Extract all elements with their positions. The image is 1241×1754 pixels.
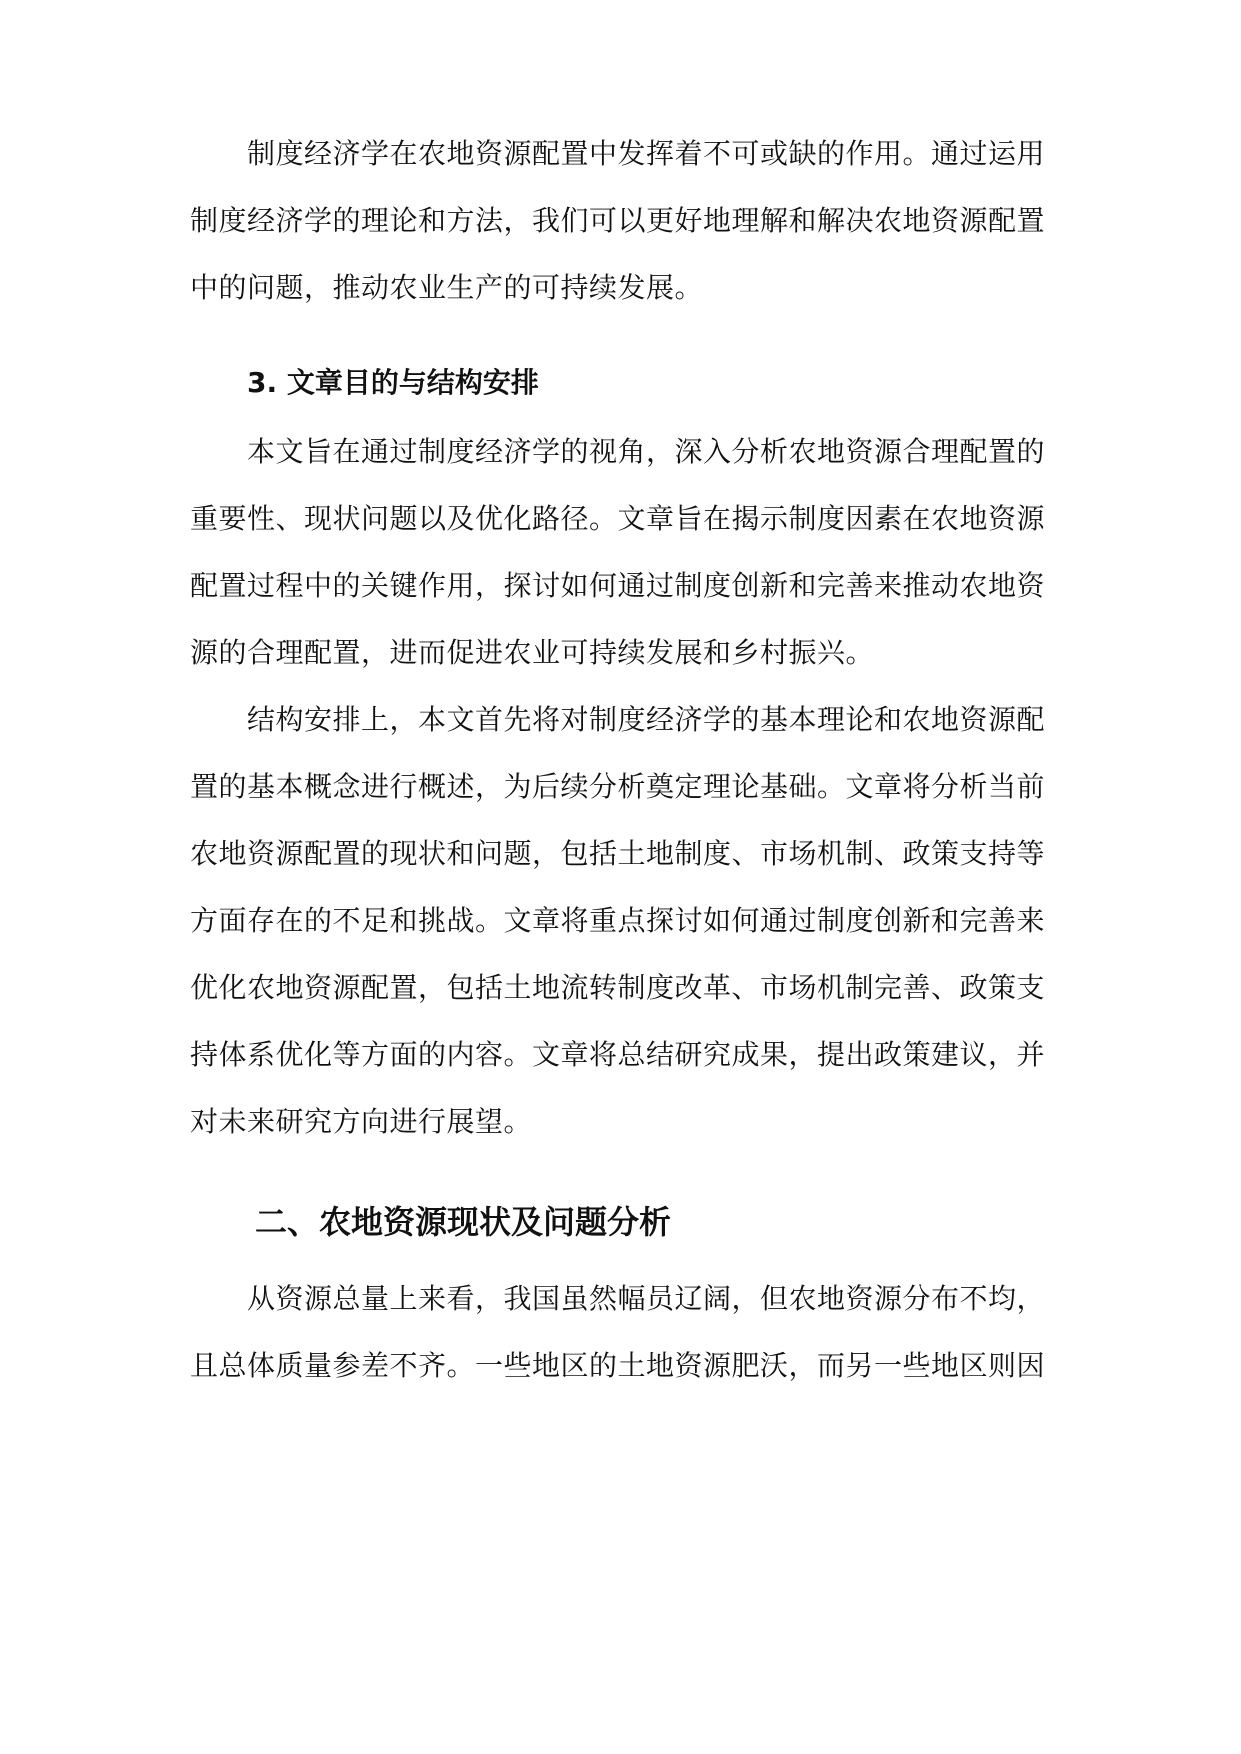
paragraph-line: 源的合理配置，进而促进农业可持续发展和乡村振兴。 <box>190 636 875 669</box>
paragraph-line: 配置过程中的关键作用，探讨如何通过制度创新和完善来推动农地资 <box>190 569 1046 602</box>
paragraph-line: 农地资源配置的现状和问题，包括土地制度、市场机制、政策支持等 <box>190 837 1046 870</box>
section-heading: 3. 文章目的与结构安排 <box>247 366 539 399</box>
paragraph-line: 重要性、现状问题以及优化路径。文章旨在揭示制度因素在农地资源 <box>190 502 1046 535</box>
paragraph-line: 结构安排上，本文首先将对制度经济学的基本理论和农地资源配 <box>247 703 1046 736</box>
paragraph-line: 制度经济学的理论和方法，我们可以更好地理解和解决农地资源配置 <box>190 204 1046 237</box>
paragraph-line: 持体系优化等方面的内容。文章将总结研究成果，提出政策建议，并 <box>190 1038 1046 1071</box>
paragraph-line: 优化农地资源配置，包括土地流转制度改革、市场机制完善、政策支 <box>190 971 1046 1004</box>
chapter-heading: 二、农地资源现状及问题分析 <box>255 1203 672 1241</box>
paragraph-line: 置的基本概念进行概述，为后续分析奠定理论基础。文章将分析当前 <box>190 770 1046 803</box>
paragraph-line: 对未来研究方向进行展望。 <box>190 1105 533 1138</box>
paragraph-line: 中的问题，推动农业生产的可持续发展。 <box>190 271 704 304</box>
paragraph-line: 本文旨在通过制度经济学的视角，深入分析农地资源合理配置的 <box>247 435 1046 468</box>
paragraph-line: 从资源总量上来看，我国虽然幅员辽阔，但农地资源分布不均， <box>247 1282 1046 1315</box>
paragraph-line: 方面存在的不足和挑战。文章将重点探讨如何通过制度创新和完善来 <box>190 904 1046 937</box>
paragraph-line: 且总体质量参差不齐。一些地区的土地资源肥沃，而另一些地区则因 <box>190 1349 1046 1382</box>
paragraph-line: 制度经济学在农地资源配置中发挥着不可或缺的作用。通过运用 <box>247 137 1046 170</box>
